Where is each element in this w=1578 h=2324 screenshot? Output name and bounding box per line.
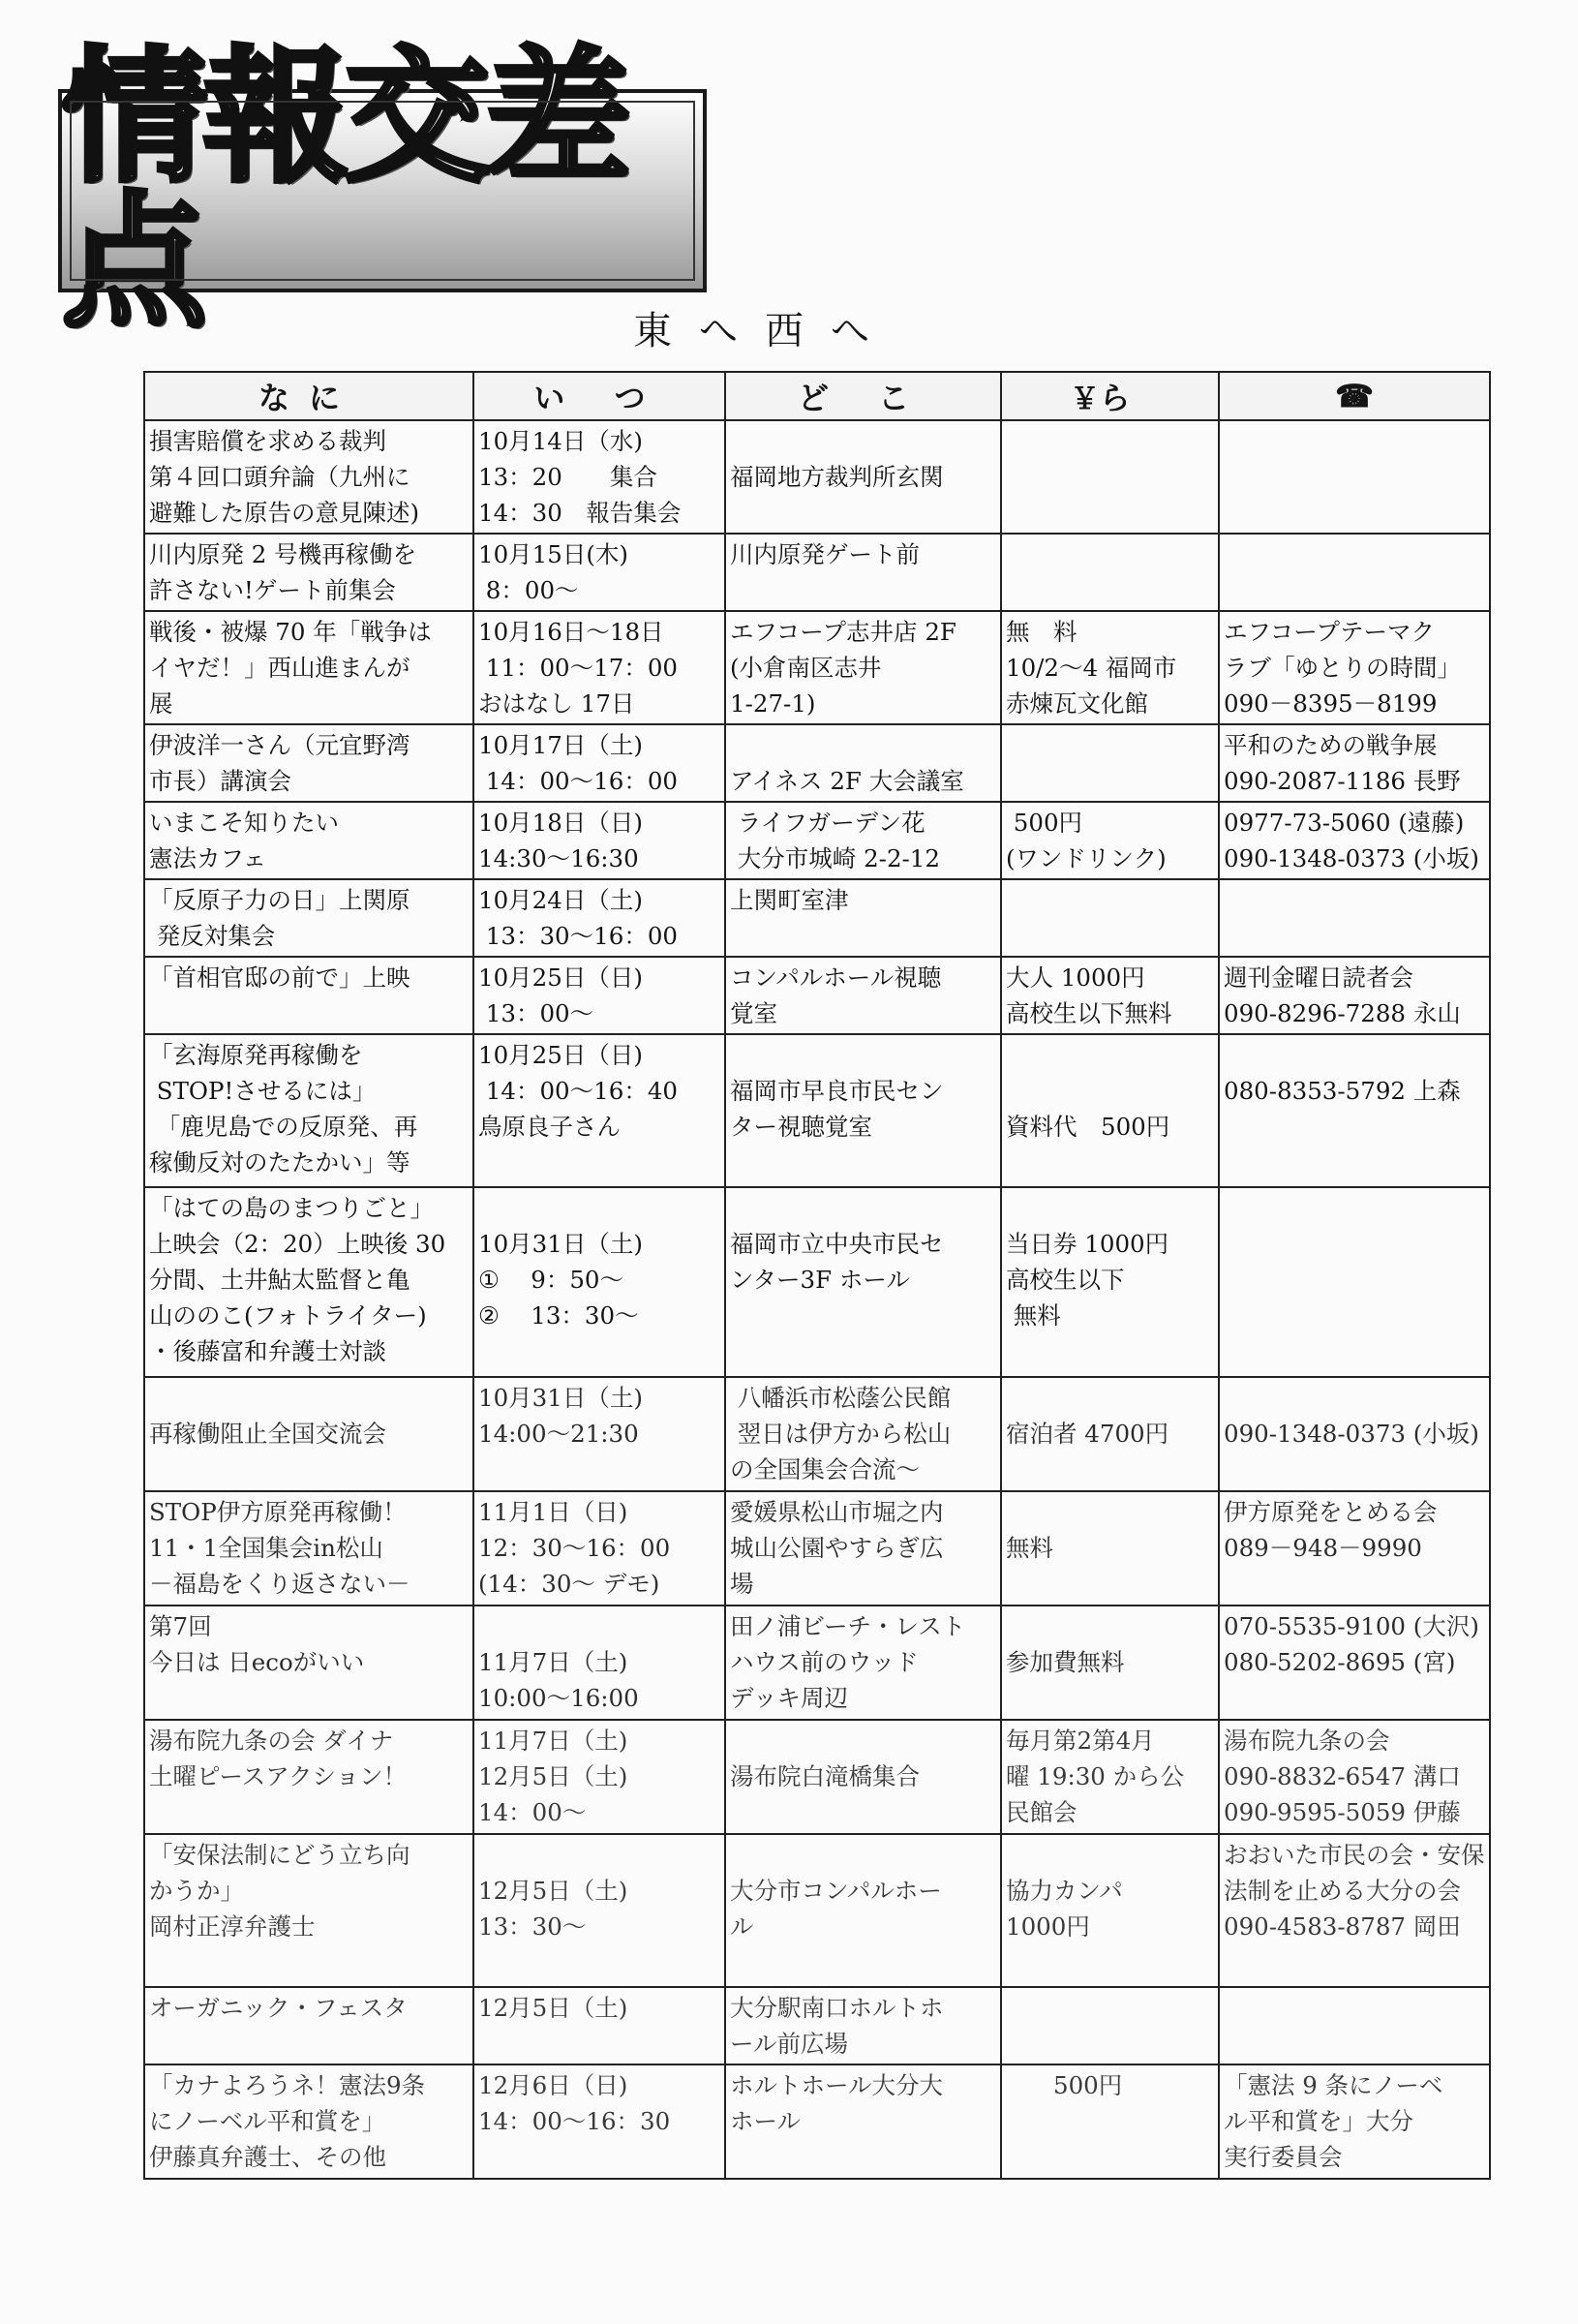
cell-when: 11月1日（日) 12：30～16：00 (14：30～ デモ)	[473, 1491, 725, 1605]
table-row	[144, 802, 1490, 879]
cell-fee	[1001, 879, 1219, 957]
table-row	[144, 1034, 1490, 1187]
banner-title: 情報交差点	[62, 34, 628, 348]
cell-contact	[1219, 1187, 1490, 1377]
header-what: なに	[144, 372, 473, 420]
cell-what: 「安保法制にどう立ち向 かうか」 岡村正淳弁護士	[144, 1834, 473, 1987]
cell-when: 10月31日（土) 14:00～21:30	[473, 1377, 725, 1491]
table-row	[144, 1720, 1490, 1834]
cell-fee	[1001, 420, 1219, 534]
cell-when: 10月25日（日) 14：00～16：40 鳥原良子さん	[473, 1034, 725, 1187]
cell-what: 川内原発 2 号機再稼働を 許さない!ゲート前集会	[144, 534, 473, 611]
page-subtitle: 東へ西へ	[633, 309, 896, 353]
yen-icon: ￥	[1070, 382, 1100, 416]
cell-where: 上関町室津	[725, 879, 1001, 957]
cell-what: 第7回 今日は 日ecoがいい	[144, 1605, 473, 1720]
cell-where: ホルトホール大分大 ホール	[725, 2064, 1001, 2179]
table-row	[144, 1834, 1490, 1987]
cell-when: 10月25日（日) 13：00～	[473, 957, 725, 1034]
cell-when: 10月18日（日) 14:30～16:30	[473, 802, 725, 879]
cell-where: 大分駅南口ホルトホ ール前広場	[725, 1987, 1001, 2064]
table-row	[144, 1187, 1490, 1377]
cell-contact: 伊方原発をとめる会 089－948－9990	[1219, 1491, 1490, 1605]
table-row	[144, 611, 1490, 724]
table-row	[144, 534, 1490, 611]
cell-what: 損害賠償を求める裁判 第４回口頭弁論（九州に 避難した原告の意見陳述)	[144, 420, 473, 534]
event-table	[143, 371, 1491, 2180]
cell-what: 「首相官邸の前で」上映	[144, 957, 473, 1034]
cell-what: オーガニック・フェスタ	[144, 1987, 473, 2064]
cell-where: エフコープ志井店 2F (小倉南区志井 1-27-1)	[725, 611, 1001, 724]
table-row	[144, 879, 1490, 957]
cell-contact: おおいた市民の会・安保 法制を止める大分の会 090-4583-8787 岡田	[1219, 1834, 1490, 1987]
cell-what: STOP伊方原発再稼働！ 11・1全国集会in松山 －福島をくり返さない－	[144, 1491, 473, 1605]
cell-fee: 500円	[1001, 2064, 1219, 2179]
table-row	[144, 420, 1490, 534]
cell-fee: 500円 (ワンドリンク)	[1001, 802, 1219, 879]
header-where: ど こ	[725, 372, 1001, 420]
cell-contact	[1219, 534, 1490, 611]
cell-contact: 080-8353-5792 上森	[1219, 1034, 1490, 1187]
cell-when: 10月24日（土) 13：30～16：00	[473, 879, 725, 957]
table-row	[144, 724, 1490, 802]
cell-contact: 平和のための戦争展 090-2087-1186 長野	[1219, 724, 1490, 802]
cell-where: アイネス 2F 大会議室	[725, 724, 1001, 802]
cell-contact	[1219, 420, 1490, 534]
table-row	[144, 1491, 1490, 1605]
cell-fee: 無 料 10/2～4 福岡市 赤煉瓦文化館	[1001, 611, 1219, 724]
cell-where: ライフガーデン花 大分市城崎 2-2-12	[725, 802, 1001, 879]
cell-where: 川内原発ゲート前	[725, 534, 1001, 611]
cell-what: 湯布院九条の会 ダイナ 土曜ピースアクション！	[144, 1720, 473, 1834]
cell-where: 八幡浜市松蔭公民館 翌日は伊方から松山 の全国集会合流～	[725, 1377, 1001, 1491]
phone-icon: ☎	[1335, 378, 1374, 414]
cell-what: 「反原子力の日」上関原 発反対集会	[144, 879, 473, 957]
table-row	[144, 957, 1490, 1034]
cell-when: 11月7日（土) 10:00～16:00	[473, 1605, 725, 1720]
cell-what: 「カナよろうネ！憲法9条 にノーベル平和賞を」 伊藤真弁護士、その他	[144, 2064, 473, 2179]
cell-where: 福岡地方裁判所玄関	[725, 420, 1001, 534]
cell-fee	[1001, 724, 1219, 802]
cell-fee: 資料代 500円	[1001, 1034, 1219, 1187]
cell-where: 福岡市立中央市民セ ンター3F ホール	[725, 1187, 1001, 1377]
cell-what: 伊波洋一さん（元宜野湾 市長）講演会	[144, 724, 473, 802]
header-fee-label: ら	[1099, 380, 1150, 416]
table-row	[144, 1377, 1490, 1491]
table-row	[144, 1605, 1490, 1720]
cell-what: 再稼働阻止全国交流会	[144, 1377, 473, 1491]
cell-when: 10月31日（土) ① 9：50～ ② 13：30～	[473, 1187, 725, 1377]
cell-when: 12月6日（日) 14：00～16：30	[473, 2064, 725, 2179]
cell-contact: 湯布院九条の会 090-8832-6547 溝口 090-9595-5059 伊藤	[1219, 1720, 1490, 1834]
title-banner	[58, 34, 707, 348]
cell-when: 10月16日～18日 11：00～17：00 おはなし 17日	[473, 611, 725, 724]
cell-fee: 参加費無料	[1001, 1605, 1219, 1720]
cell-when: 10月17日（土) 14：00～16：00	[473, 724, 725, 802]
cell-fee: 無料	[1001, 1491, 1219, 1605]
cell-contact: 「憲法 9 条にノーベ ル平和賞を」大分 実行委員会	[1219, 2064, 1490, 2179]
cell-when: 12月5日（土)	[473, 1987, 725, 2064]
cell-where: 大分市コンパルホー ル	[725, 1834, 1001, 1987]
header-when: い つ	[473, 372, 725, 420]
cell-fee: 当日券 1000円 高校生以下 無料	[1001, 1187, 1219, 1377]
cell-contact	[1219, 879, 1490, 957]
cell-where: 福岡市早良市民セン ター視聴覚室	[725, 1034, 1001, 1187]
cell-when: 10月15日(木) 8：00～	[473, 534, 725, 611]
table-row	[144, 2064, 1490, 2179]
cell-fee: 協力カンパ 1000円	[1001, 1834, 1219, 1987]
cell-contact: 070-5535-9100 (大沢) 080-5202-8695 (宮)	[1219, 1605, 1490, 1720]
cell-contact: 週刊金曜日読者会 090-8296-7288 永山	[1219, 957, 1490, 1034]
cell-contact: 090-1348-0373 (小坂)	[1219, 1377, 1490, 1491]
cell-fee	[1001, 1987, 1219, 2064]
cell-contact	[1219, 1987, 1490, 2064]
cell-when: 12月5日（土) 13：30～	[473, 1834, 725, 1987]
cell-fee: 宿泊者 4700円	[1001, 1377, 1219, 1491]
header-fee	[1001, 372, 1219, 420]
cell-when: 10月14日（水) 13：20 集合 14：30 報告集会	[473, 420, 725, 534]
cell-when: 11月7日（土) 12月5日（土) 14：00～	[473, 1720, 725, 1834]
table-row	[144, 1987, 1490, 2064]
cell-fee	[1001, 534, 1219, 611]
cell-what: 「はての島のまつりごと」 上映会（2：20）上映後 30 分間、土井鮎太監督と亀 山ののこ(フォトライター) ・後藤富和弁護士対談	[144, 1187, 473, 1377]
cell-where: 湯布院白滝橋集合	[725, 1720, 1001, 1834]
cell-where: 田ノ浦ビーチ・レスト ハウス前のウッド デッキ周辺	[725, 1605, 1001, 1720]
cell-fee: 毎月第2第4月 曜 19:30 から公 民館会	[1001, 1720, 1219, 1834]
table-header-row	[144, 372, 1490, 420]
cell-where: コンパルホール視聴 覚室	[725, 957, 1001, 1034]
cell-what: 「玄海原発再稼働を STOP!させるには」 「鹿児島での反原発、再 稼働反対のたたかい」等	[144, 1034, 473, 1187]
header-contact	[1219, 372, 1490, 420]
cell-what: 戦後・被爆 70 年「戦争は イヤだ！」西山進まんが 展	[144, 611, 473, 724]
cell-what: いまこそ知りたい 憲法カフェ	[144, 802, 473, 879]
cell-contact: 0977-73-5060 (遠藤) 090-1348-0373 (小坂)	[1219, 802, 1490, 879]
cell-where: 愛媛県松山市堀之内 城山公園やすらぎ広 場	[725, 1491, 1001, 1605]
cell-fee: 大人 1000円 高校生以下無料	[1001, 957, 1219, 1034]
cell-contact: エフコープテーマク ラブ「ゆとりの時間」 090－8395－8199	[1219, 611, 1490, 724]
